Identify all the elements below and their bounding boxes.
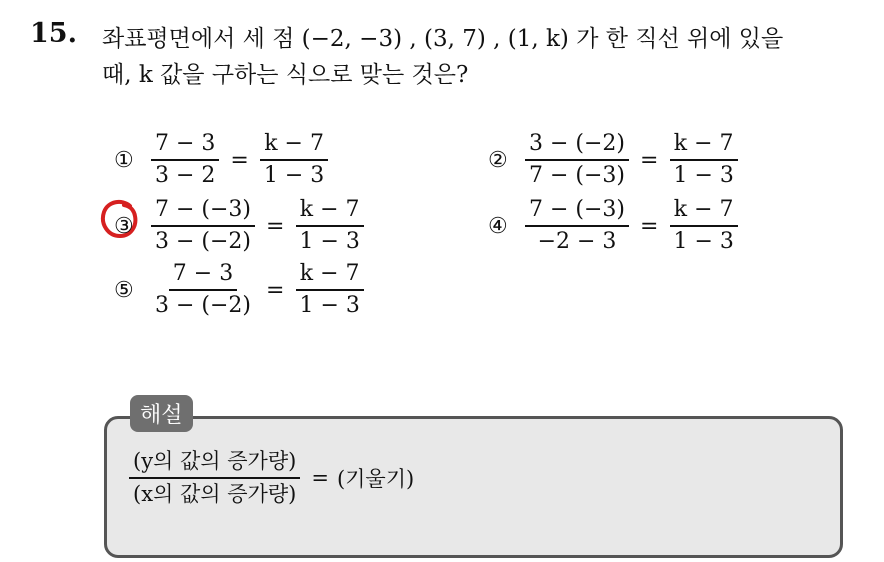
question-text-line2: 때, k 값을 구하는 식으로 맞는 것은? [102, 62, 469, 88]
left-fraction [525, 132, 629, 188]
denominator: 1 − 3 [263, 163, 325, 189]
numerator: k − 7 [296, 198, 364, 227]
question-number: 15. [30, 18, 77, 49]
numerator: (y의 값의 증가량) [129, 450, 300, 479]
numerator: 7 − 3 [151, 132, 219, 161]
right-fraction [260, 132, 328, 188]
equals-sign: = [640, 213, 659, 239]
equals-sign: = [640, 147, 659, 173]
denominator: 3 − 2 [155, 163, 216, 189]
solution-formula [126, 450, 414, 506]
denominator: 3 − (−2) [155, 229, 252, 255]
solution-rhs: (기울기) [336, 467, 415, 492]
denominator: 1 − 3 [673, 229, 734, 255]
numerator: k − 7 [296, 262, 364, 291]
solution-tag: 해설 [130, 395, 193, 432]
option-marker: ⑤ [114, 277, 134, 303]
option-2[interactable] [488, 132, 741, 188]
option-1[interactable] [114, 132, 331, 188]
question-text-line1: 좌표평면에서 세 점 (−2, −3) , (3, 7) , (1, k) 가 한 직선 위에 있을 [102, 26, 784, 52]
right-fraction [669, 198, 737, 254]
numerator: 7 − (−3) [525, 198, 629, 227]
option-marker: ④ [488, 213, 508, 239]
denominator: −2 − 3 [537, 229, 617, 255]
denominator: 1 − 3 [299, 229, 360, 255]
numerator: 7 − (−3) [151, 198, 255, 227]
denominator: 3 − (−2) [155, 293, 252, 319]
left-fraction [151, 132, 219, 188]
numerator: k − 7 [670, 198, 738, 227]
denominator: (x의 값의 증가량) [133, 482, 297, 507]
right-fraction [669, 132, 737, 188]
left-fraction [151, 198, 255, 254]
numerator: k − 7 [670, 132, 738, 161]
right-fraction [295, 198, 363, 254]
numerator: 7 − 3 [169, 262, 237, 291]
option-marker: ③ [114, 213, 134, 239]
option-marker: ① [114, 147, 134, 173]
left-fraction [151, 262, 255, 318]
equals-sign: = [311, 466, 329, 491]
equals-sign: = [266, 213, 285, 239]
option-5[interactable] [114, 262, 367, 318]
numerator: 3 − (−2) [525, 132, 629, 161]
denominator: 1 − 3 [299, 293, 360, 319]
numerator: k − 7 [260, 132, 328, 161]
left-fraction [525, 198, 629, 254]
option-marker: ② [488, 147, 508, 173]
option-4[interactable] [488, 198, 741, 254]
equals-sign: = [266, 277, 285, 303]
solution-fraction [129, 450, 300, 506]
denominator: 7 − (−3) [529, 163, 626, 189]
option-3[interactable] [114, 198, 367, 254]
denominator: 1 − 3 [673, 163, 734, 189]
right-fraction [295, 262, 363, 318]
equals-sign: = [230, 147, 249, 173]
